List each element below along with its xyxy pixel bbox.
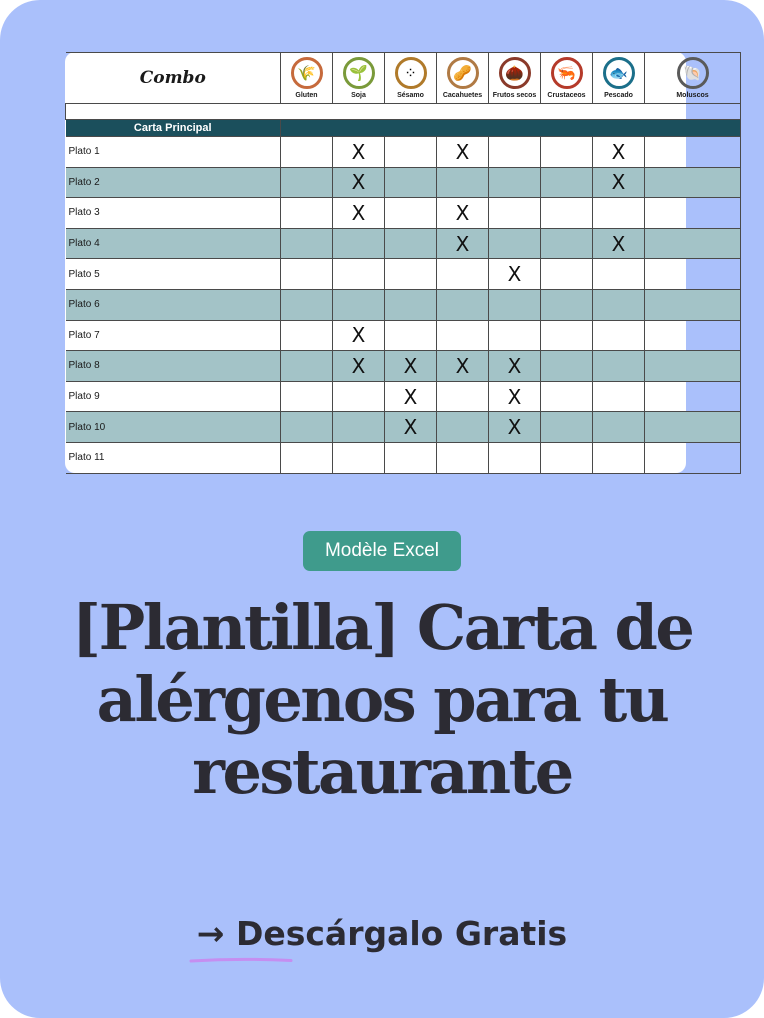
allergen-name: Gluten xyxy=(295,92,318,99)
download-link[interactable] xyxy=(197,914,567,953)
allergen-cell: X xyxy=(385,381,437,412)
allergen-cell xyxy=(281,320,333,351)
allergen-cell xyxy=(645,137,741,168)
allergen-cell: X xyxy=(489,412,541,443)
sheet-logo: Combo xyxy=(66,53,281,104)
allergen-name: Cacahuetes xyxy=(442,92,483,99)
dish-name: Plato 1 xyxy=(66,137,281,168)
allergen-cell xyxy=(385,198,437,229)
allergen-cell xyxy=(489,167,541,198)
allergen-cell xyxy=(385,289,437,320)
soy-icon: 🌱 xyxy=(343,57,375,89)
allergen-cell xyxy=(541,259,593,290)
allergen-cell xyxy=(541,137,593,168)
allergen-cell xyxy=(645,259,741,290)
download-label: Descárgalo Gratis xyxy=(235,914,568,953)
allergen-cell xyxy=(333,289,385,320)
allergen-cell xyxy=(385,228,437,259)
table-row xyxy=(66,412,741,443)
allergen-cell xyxy=(281,167,333,198)
allergen-cell xyxy=(489,442,541,473)
allergen-cell xyxy=(385,167,437,198)
spreadsheet-preview xyxy=(65,52,709,473)
allergen-cell xyxy=(489,289,541,320)
allergen-name: Crustaceos xyxy=(547,92,586,99)
allergen-cell: X xyxy=(437,198,489,229)
allergen-cell xyxy=(281,259,333,290)
spacer-row xyxy=(66,104,741,120)
allergen-header xyxy=(333,53,385,104)
allergen-cell xyxy=(437,167,489,198)
allergen-cell xyxy=(281,381,333,412)
allergen-cell xyxy=(593,289,645,320)
allergen-cell xyxy=(593,442,645,473)
allergen-cell: X xyxy=(333,351,385,382)
allergen-cell xyxy=(437,289,489,320)
allergen-cell xyxy=(645,412,741,443)
nut-icon: 🌰 xyxy=(499,57,531,89)
section-header xyxy=(66,120,741,137)
allergen-cell xyxy=(489,320,541,351)
dish-name: Plato 4 xyxy=(66,228,281,259)
allergen-cell xyxy=(333,228,385,259)
allergen-cell: X xyxy=(437,351,489,382)
allergen-cell xyxy=(281,228,333,259)
allergen-cell xyxy=(645,167,741,198)
allergen-cell: X xyxy=(437,228,489,259)
allergen-cell xyxy=(541,442,593,473)
allergen-cell xyxy=(645,320,741,351)
allergen-cell xyxy=(281,412,333,443)
allergen-cell: X xyxy=(489,381,541,412)
allergen-cell xyxy=(437,412,489,443)
allergen-cell xyxy=(385,259,437,290)
allergen-cell xyxy=(385,442,437,473)
table-row xyxy=(66,198,741,229)
dish-name: Plato 2 xyxy=(66,167,281,198)
dish-name: Plato 5 xyxy=(66,259,281,290)
dish-name: Plato 7 xyxy=(66,320,281,351)
allergen-cell xyxy=(385,320,437,351)
allergen-cell xyxy=(333,442,385,473)
peanut-icon: 🥜 xyxy=(447,57,479,89)
allergen-header xyxy=(489,53,541,104)
allergen-cell xyxy=(281,442,333,473)
allergen-cell xyxy=(541,289,593,320)
allergen-header xyxy=(541,53,593,104)
allergen-cell xyxy=(645,198,741,229)
table-row xyxy=(66,228,741,259)
allergen-name: Frutos secos xyxy=(492,92,537,99)
allergen-header xyxy=(385,53,437,104)
allergen-cell: X xyxy=(333,137,385,168)
allergen-cell: X xyxy=(333,320,385,351)
allergen-cell xyxy=(593,198,645,229)
shrimp-icon: 🦐 xyxy=(551,57,583,89)
allergen-cell xyxy=(645,442,741,473)
allergen-cell xyxy=(333,412,385,443)
allergen-cell xyxy=(437,320,489,351)
allergen-table xyxy=(65,52,741,474)
allergen-cell xyxy=(541,228,593,259)
allergen-cell: X xyxy=(593,137,645,168)
allergen-cell: X xyxy=(593,228,645,259)
shell-icon: 🐚 xyxy=(677,57,709,89)
allergen-header xyxy=(281,53,333,104)
allergen-cell xyxy=(593,259,645,290)
arrow-right-icon: → xyxy=(196,914,225,953)
allergen-cell: X xyxy=(489,259,541,290)
template-type-badge: Modèle Excel xyxy=(303,531,461,571)
allergen-cell xyxy=(645,289,741,320)
table-row xyxy=(66,167,741,198)
allergen-cell: X xyxy=(385,351,437,382)
allergen-cell xyxy=(333,381,385,412)
allergen-cell xyxy=(281,137,333,168)
allergen-cell xyxy=(645,351,741,382)
allergen-header xyxy=(437,53,489,104)
allergen-cell xyxy=(437,259,489,290)
dish-name: Plato 9 xyxy=(66,381,281,412)
page-title: [Plantilla] Carta de alérgenos para tu restaurante xyxy=(71,591,693,808)
allergen-cell: X xyxy=(437,137,489,168)
table-row xyxy=(66,381,741,412)
allergen-cell: X xyxy=(333,198,385,229)
dish-name: Plato 11 xyxy=(66,442,281,473)
allergen-cell: X xyxy=(489,351,541,382)
dish-name: Plato 6 xyxy=(66,289,281,320)
allergen-name: Soja xyxy=(351,92,366,99)
allergen-cell xyxy=(281,198,333,229)
allergen-name: Pescado xyxy=(604,92,633,99)
allergen-cell xyxy=(281,289,333,320)
allergen-cell xyxy=(593,381,645,412)
table-row xyxy=(66,442,741,473)
allergen-cell xyxy=(541,351,593,382)
table-row xyxy=(66,351,741,382)
table-row xyxy=(66,137,741,168)
allergen-cell xyxy=(489,198,541,229)
dish-name: Plato 3 xyxy=(66,198,281,229)
allergen-cell xyxy=(437,442,489,473)
allergen-cell xyxy=(593,351,645,382)
allergen-cell xyxy=(333,259,385,290)
allergen-cell xyxy=(593,320,645,351)
table-row xyxy=(66,289,741,320)
table-row xyxy=(66,259,741,290)
allergen-name: Sésamo xyxy=(397,92,424,99)
allergen-header xyxy=(593,53,645,104)
allergen-cell xyxy=(541,167,593,198)
allergen-cell xyxy=(541,381,593,412)
allergen-cell xyxy=(385,137,437,168)
allergen-cell xyxy=(437,381,489,412)
allergen-cell: X xyxy=(385,412,437,443)
dish-name: Plato 10 xyxy=(66,412,281,443)
allergen-cell xyxy=(645,381,741,412)
allergen-cell xyxy=(593,412,645,443)
allergen-cell: X xyxy=(333,167,385,198)
allergen-cell: X xyxy=(593,167,645,198)
allergen-cell xyxy=(541,320,593,351)
allergen-header xyxy=(645,53,741,104)
allergen-cell xyxy=(541,198,593,229)
allergen-cell xyxy=(645,228,741,259)
allergen-cell xyxy=(281,351,333,382)
section-label: Carta Principal xyxy=(66,120,281,137)
allergen-cell xyxy=(489,228,541,259)
dish-name: Plato 8 xyxy=(66,351,281,382)
allergen-cell xyxy=(489,137,541,168)
allergen-cell xyxy=(541,412,593,443)
allergen-name: Moluscos xyxy=(676,92,709,99)
underline-decoration xyxy=(191,957,291,963)
fish-icon: 🐟 xyxy=(603,57,635,89)
wheat-icon: 🌾 xyxy=(291,57,323,89)
sesame-icon: ⁘ xyxy=(395,57,427,89)
table-row xyxy=(66,320,741,351)
